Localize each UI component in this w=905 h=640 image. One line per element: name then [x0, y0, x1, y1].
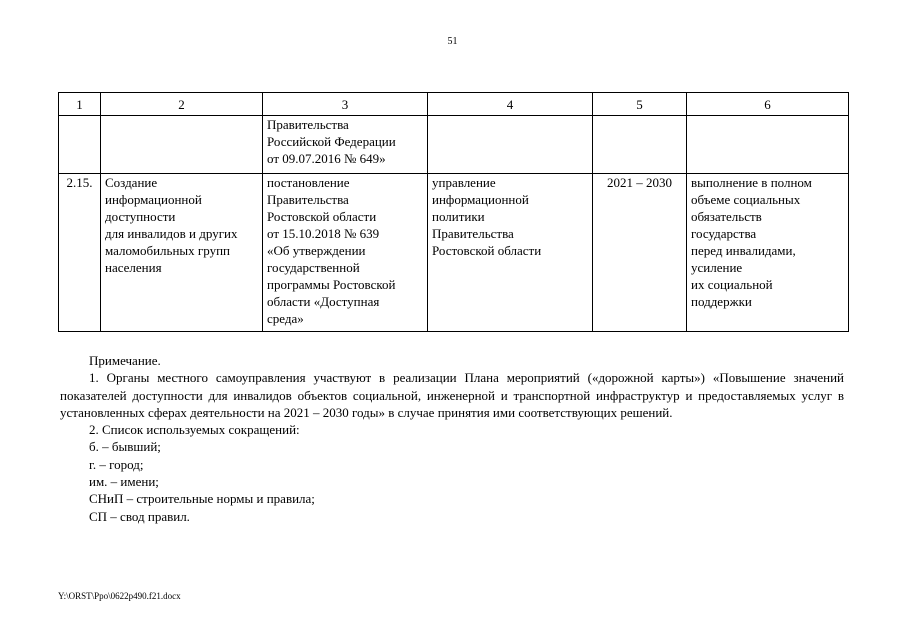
- note-item-1: 1. Органы местного самоуправления участвуют в реализации Плана мероприятий («дорожной карты») «Повышение значений показателей доступности для инвалидов объектов социальной, инженерной и транспортной инфраструктур и предоставляемых услуг в установленных сферах деятельности на 2021 – 2030 годы» в случае принятия ими соответствующих решений.: [60, 370, 844, 420]
- abbreviation-item: б. – бывший;: [89, 439, 161, 455]
- table-cell: [687, 116, 849, 174]
- page-number: 51: [447, 36, 458, 47]
- table-cell: [593, 116, 687, 174]
- measure-name-cell: Создание информационной доступности для инвалидов и других маломобильных групп населения: [101, 174, 263, 332]
- notes-section: [60, 352, 844, 525]
- notes-title: Примечание.: [89, 353, 161, 368]
- document-cell: постановление Правительства Ростовской области от 15.10.2018 № 639 «Об утверждении государственной программы Ростовской области «Доступная среда»: [263, 174, 428, 332]
- table-header-row: [59, 93, 849, 116]
- column-header: 3: [263, 93, 428, 116]
- column-header: 4: [428, 93, 593, 116]
- abbreviation-item: г. – город;: [89, 456, 144, 472]
- row-number: 2.15.: [59, 174, 101, 332]
- abbreviation-item: им. – имени;: [89, 474, 159, 490]
- table-cell: [101, 116, 263, 174]
- result-cell: выполнение в полном объеме социальных обязательств государства перед инвалидами, усиление их социальной поддержки: [687, 174, 849, 332]
- abbreviation-item: СНиП – строительные нормы и правила;: [89, 491, 315, 507]
- table-row: [59, 174, 849, 332]
- table-row: [59, 116, 849, 174]
- period-cell: 2021 – 2030: [593, 174, 687, 332]
- executor-cell: управление информационной политики Правительства Ростовской области: [428, 174, 593, 332]
- table-cell: Правительства Российской Федерации от 09.07.2016 № 649»: [263, 116, 428, 174]
- column-header: 1: [59, 93, 101, 116]
- abbreviation-item: СП – свод правил.: [89, 508, 190, 524]
- table-cell: [428, 116, 593, 174]
- table-cell: [59, 116, 101, 174]
- measures-table: [58, 92, 849, 332]
- column-header: 2: [101, 93, 263, 116]
- column-header: 5: [593, 93, 687, 116]
- note-item-2: 2. Список используемых сокращений:: [89, 422, 300, 438]
- column-header: 6: [687, 93, 849, 116]
- file-path-footer: Y:\ORST\Ppo\0622p490.f21.docx: [58, 591, 181, 601]
